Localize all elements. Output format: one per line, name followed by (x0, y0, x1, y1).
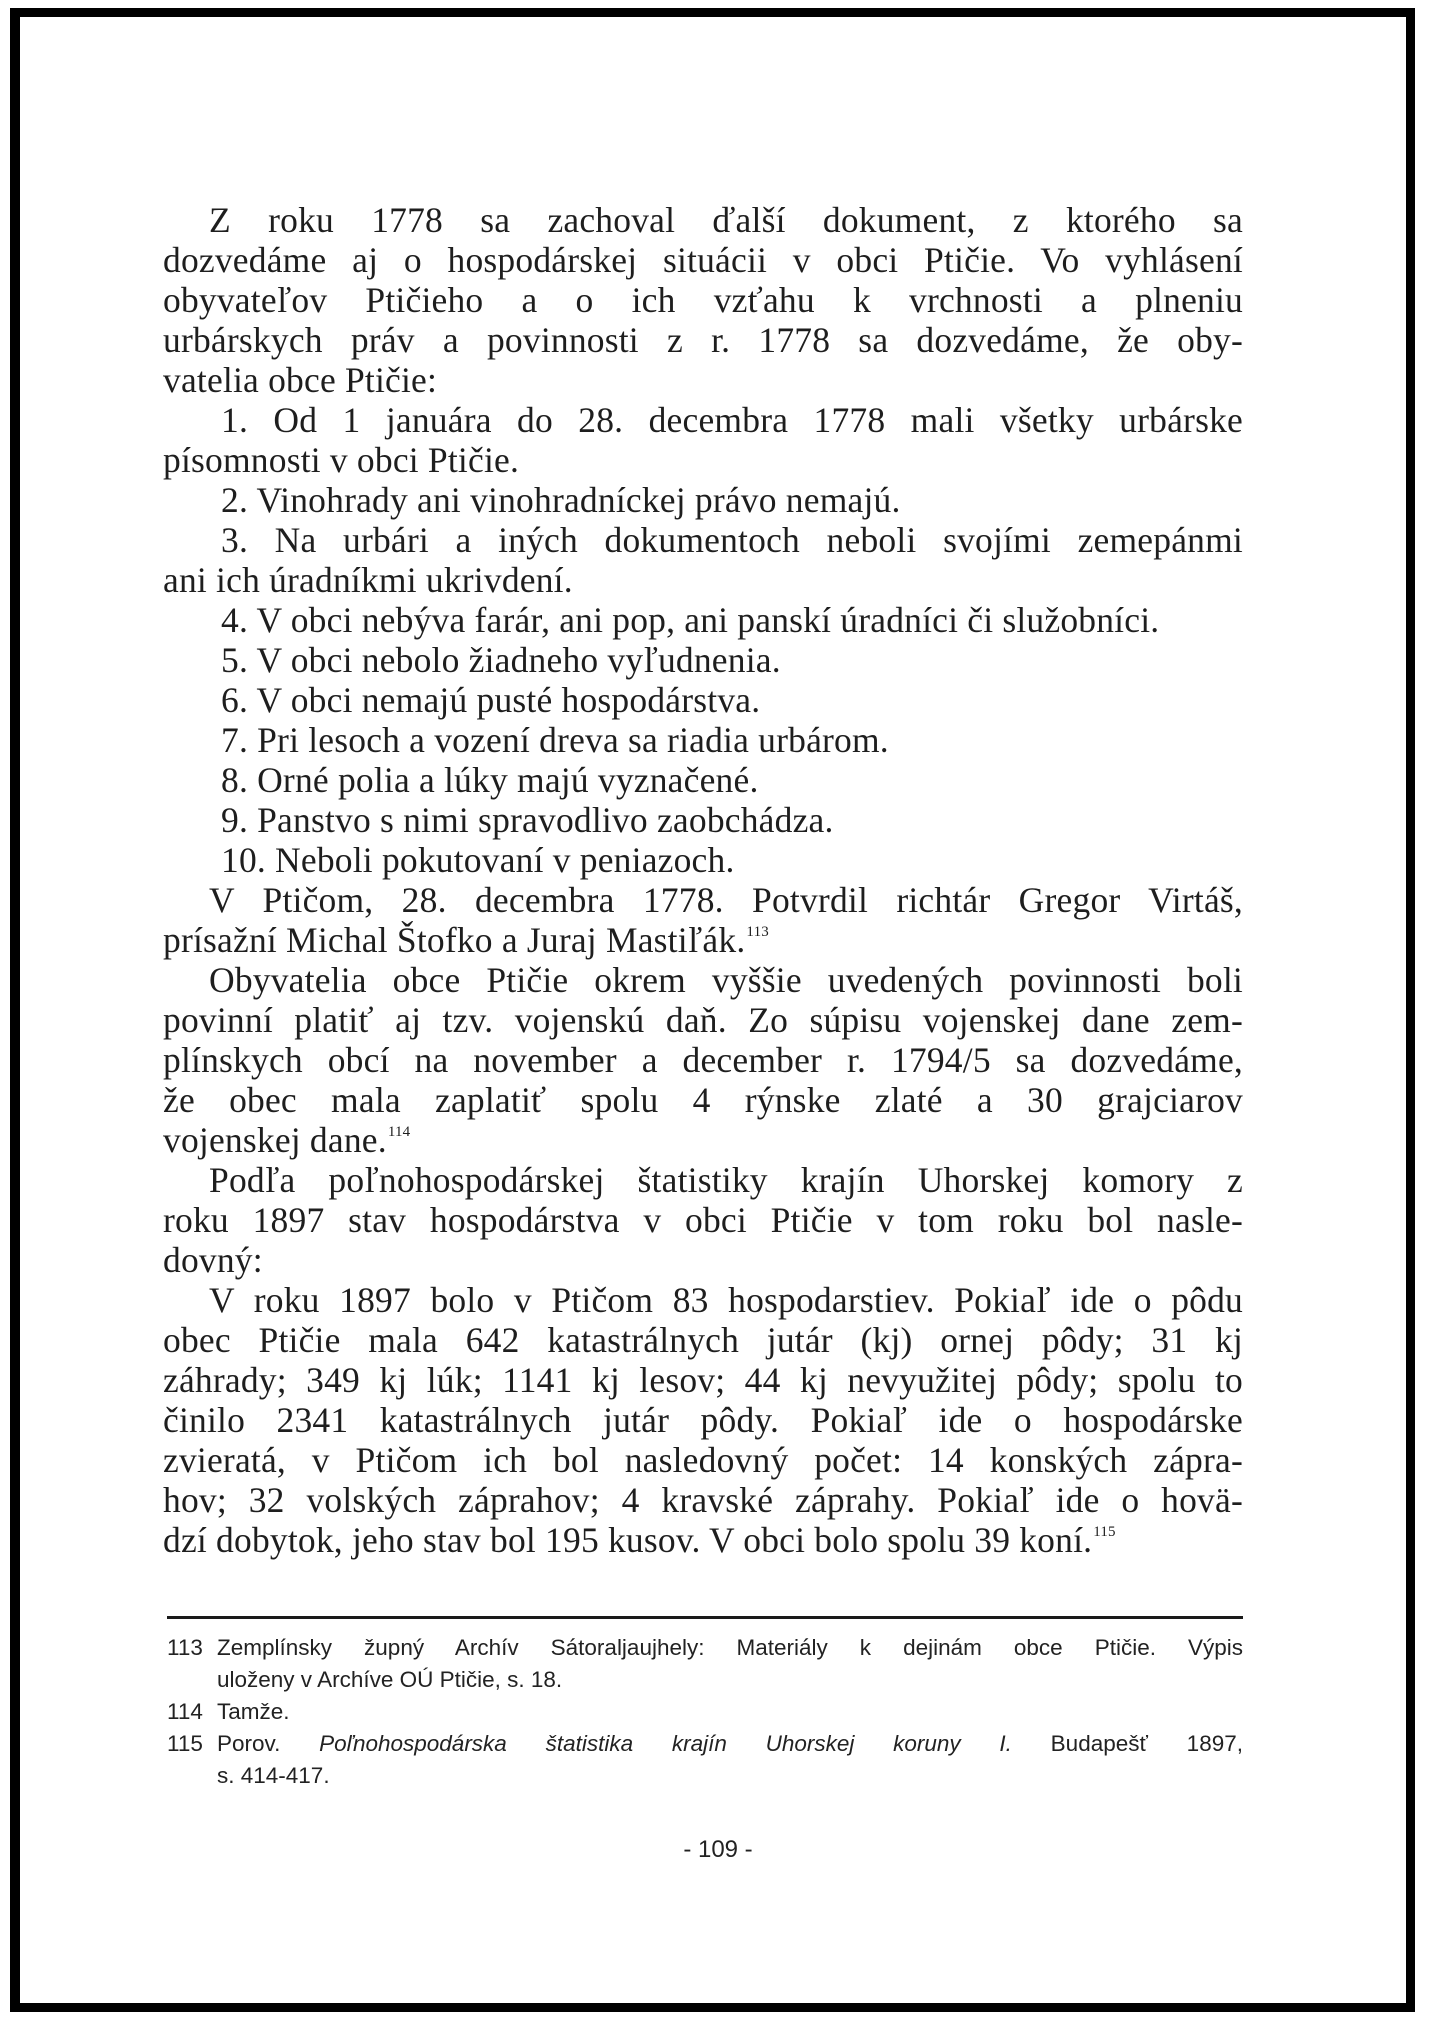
text-line: s. 414-417. (217, 1763, 330, 1788)
text-span: vojenskej dane. (163, 1120, 387, 1160)
text-line: zvieratá, v Ptičom ich bol nasledovný počet: 14 konských zápra- (163, 1440, 1243, 1480)
paragraph (163, 200, 1243, 400)
footnote-number: 113 (167, 1635, 203, 1660)
footnote (167, 1696, 1243, 1728)
text-line: V Ptičom, 28. decembra 1778. Potvrdil richtár Gregor Virtáš, (209, 880, 1243, 920)
text-line: 10. Neboli pokutovaní v peniazoch. (221, 840, 735, 880)
text-line: 4. V obci nebýva farár, ani pop, ani panskí úradníci či služobníci. (221, 600, 1160, 640)
text-line: že obec mala zaplatiť spolu 4 rýnske zlaté a 30 grajciarov (163, 1080, 1243, 1120)
footnote-ref: 113 (746, 924, 769, 940)
text-line: Tamže. (217, 1699, 290, 1724)
text-line: 9. Panstvo s nimi spravodlivo zaobchádza. (221, 800, 834, 840)
list-item (163, 400, 1243, 480)
footnotes (167, 1632, 1243, 1792)
list-item (163, 760, 1243, 800)
text-line: písomnosti v obci Ptičie. (163, 440, 520, 480)
text-line: plínskych obcí na november a december r. 1794/5 sa dozvedáme, (163, 1040, 1243, 1080)
text-line: Obyvatelia obce Ptičie okrem vyššie uvedených povinnosti boli (209, 960, 1243, 1000)
list-item (163, 800, 1243, 840)
paragraph (163, 1280, 1243, 1560)
text-line: roku 1897 stav hospodárstva v obci Ptičie v tom roku bol nasle- (163, 1200, 1243, 1240)
text-span: dzí dobytok, jeho stav bol 195 kusov. V obci bolo spolu 39 koní. (163, 1520, 1093, 1560)
text-line: 2. Vinohrady ani vinohradníckej právo nemajú. (221, 480, 901, 520)
text-line: 1. Od 1 januára do 28. decembra 1778 mali všetky urbárske (221, 400, 1243, 440)
text-line: 3. Na urbári a iných dokumentoch neboli svojími zemepánmi (221, 520, 1243, 560)
text-line: činilo 2341 katastrálnych jutár pôdy. Pokiaľ ide o hospodárske (163, 1400, 1243, 1440)
text-line (163, 1120, 1243, 1160)
text-span: Porov. (217, 1731, 320, 1756)
text-line: vatelia obce Ptičie: (163, 360, 438, 400)
footnote-text (217, 1696, 1243, 1728)
text-line: uloženy v Archíve OÚ Ptičie, s. 18. (217, 1667, 563, 1692)
text-line: 6. V obci nemajú pusté hospodárstva. (221, 680, 761, 720)
list-item (163, 720, 1243, 760)
text-line: V roku 1897 bolo v Ptičom 83 hospodarstiev. Pokiaľ ide o pôdu (209, 1280, 1243, 1320)
text-line (163, 1520, 1243, 1560)
text-line: 8. Orné polia a lúky majú vyznačené. (221, 760, 759, 800)
footnote-number: 115 (167, 1731, 203, 1756)
text-line: ani ich úradníkmi ukrivdení. (163, 560, 573, 600)
footnote (167, 1728, 1243, 1792)
footnote (167, 1632, 1243, 1696)
text-line: dovný: (163, 1240, 263, 1280)
body-text (163, 200, 1243, 1560)
page-number: - 109 - (683, 1836, 753, 1863)
paragraph (163, 880, 1243, 960)
text-line: Podľa poľnohospodárskej štatistiky krajín Uhorskej komory z (209, 1160, 1243, 1200)
footnote-number: 114 (167, 1699, 203, 1724)
text-line: 5. V obci nebolo žiadneho vyľudnenia. (221, 640, 781, 680)
text-line (217, 1728, 1243, 1760)
list-item (163, 840, 1243, 880)
text-span: Budapešť 1897, (1011, 1731, 1243, 1756)
text-line: Zemplínsky župný Archív Sátoraljaujhely: Materiály k dejinám obce Ptičie. Výpis (217, 1635, 1243, 1660)
list-item (163, 640, 1243, 680)
text-line: urbárskych práv a povinnosti z r. 1778 sa dozvedáme, že oby- (163, 320, 1243, 360)
text-line: záhrady; 349 kj lúk; 1141 kj lesov; 44 kj nevyužitej pôdy; spolu to (163, 1360, 1243, 1400)
list-item (163, 680, 1243, 720)
text-line: dozvedáme aj o hospodárskej situácii v obci Ptičie. Vo vyhlásení (163, 240, 1243, 280)
list-item (163, 520, 1243, 600)
text-line: hov; 32 volských záprahov; 4 kravské záprahy. Pokiaľ ide o hovä- (163, 1480, 1243, 1520)
footnote-ref: 115 (1093, 1524, 1116, 1540)
text-line: povinní platiť aj tzv. vojenskú daň. Zo súpisu vojenskej dane zem- (163, 1000, 1243, 1040)
cited-title: Poľnohospodárska štatistika krajín Uhorskej koruny I. (319, 1731, 1012, 1756)
text-line (163, 920, 1243, 960)
text-line: obec Ptičie mala 642 katastrálnych jutár (kj) ornej pôdy; 31 kj (163, 1320, 1243, 1360)
footnote-ref: 114 (387, 1124, 411, 1140)
paragraph (163, 960, 1243, 1160)
text-line: Z roku 1778 sa zachoval ďalší dokument, z ktorého sa (209, 200, 1243, 240)
text-line: 7. Pri lesoch a vození dreva sa riadia urbárom. (221, 720, 889, 760)
footnote-divider (167, 1616, 1243, 1619)
list-item (163, 600, 1243, 640)
text-span: prísažní Michal Štofko a Juraj Mastiľák. (163, 920, 746, 960)
footnote-text (217, 1632, 1243, 1696)
list-item (163, 480, 1243, 520)
footnote-text (217, 1728, 1243, 1792)
text-line: obyvateľov Ptičieho a o ich vzťahu k vrchnosti a plneniu (163, 280, 1243, 320)
paragraph (163, 1160, 1243, 1280)
